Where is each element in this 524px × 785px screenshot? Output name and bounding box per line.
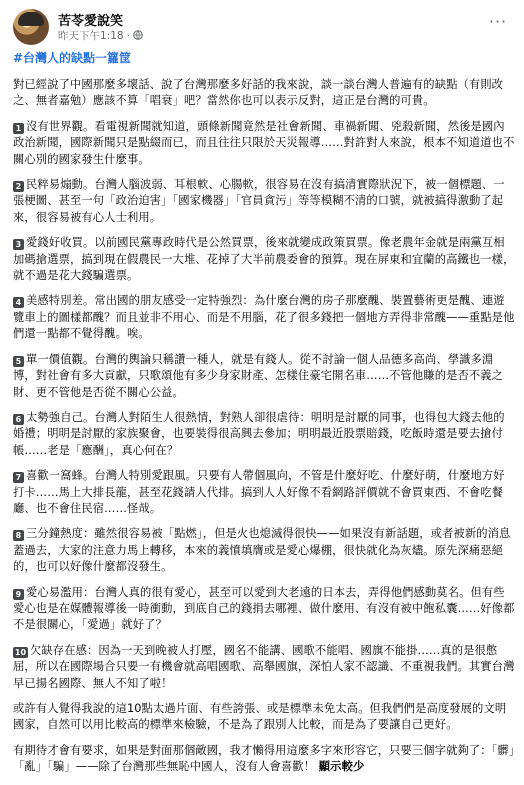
- numbered-point: [13, 468, 515, 517]
- post-outro-2: [13, 743, 515, 776]
- numbered-point: [13, 526, 515, 575]
- numbered-point: [13, 177, 515, 226]
- point-text: 太勢強自己。台灣人對陌生人很熱情，對熟人卻很虐待：明明是討厭的同事，也得包大錢去他的婚禮；明明是討厭的家族聚會，也要裝得很高興去參加；明明最近股票賠錢，吃飯時還是要去搶付帳……老是「應酬」，真心何在？: [13, 410, 505, 457]
- post-intro: 對已經說了中國那麼多壞話、說了台灣那麼多好話的我來說，談一談台灣人普遍有的缺點（有則改之、無者嘉勉）應該不算「唱衰」吧？當然你也可以表示反對，這正是台灣的可貴。: [13, 78, 504, 108]
- number-badge-icon: 8: [13, 530, 24, 541]
- see-less-button[interactable]: 顯示較少: [318, 760, 365, 774]
- number-badge-icon: 9: [13, 589, 24, 600]
- numbered-point: [13, 643, 515, 692]
- number-badge-icon: 3: [13, 239, 24, 250]
- numbered-point: [13, 585, 515, 634]
- post-outro-1: 或許有人覺得我說的這10點太過片面、有些誇張、或是標準未免太高。但我們們是高度發展的文明國家，自然可以用比較高的標準來檢驗，不是為了跟別人比較，而是為了要讓自己更好。: [13, 702, 507, 732]
- point-text: 沒有世界觀。看電視新聞就知道，頭條新聞竟然是社會新聞、車禍新聞、兇殺新聞，然後是國內政治新聞，國際新聞只是點綴而已，而且往往只限於天災報導……對許對人來說，根本不知道道也不關心別的國家發生什麼事。: [13, 119, 515, 166]
- post-meta: 昨天下午1:18 ·: [58, 28, 143, 43]
- number-badge-icon: 6: [13, 414, 24, 425]
- number-badge-icon: 1: [13, 123, 24, 134]
- point-text: 美感特別差。常出國的朋友感受一定特強烈：為什麼台灣的房子那麼醜、裝置藝術更是醜、連遊覽車上的圖樣都醜？而且並非不用心、而是不用腦，花了很多錢把一個地方弄得非常醜——重點是他們還一點都不覺得醜。唉。: [13, 294, 515, 341]
- point-text: 三分鐘熱度：雖然很容易被「點燃」，但是火也熄滅得很快——如果沒有新話題，或者被新的消息蓋過去，大家的注意力馬上轉移，本來的義憤填膺或是愛心爆棚，很快就化為灰燼。原先深痛惡絕的，也可以好像什麼都沒發生。: [13, 527, 511, 574]
- number-badge-icon: 4: [13, 297, 24, 308]
- point-text: 欠缺存在感：因為一天到晚被人打壓，國名不能講、國歌不能唱、國旗不能掛……真的是很憋屈，所以在國際場合只要一有機會就高唱國歌、高舉國旗，深怕人家不認識、不重視我們。其實台灣早已揚名國際、無人不知了啦！: [13, 643, 515, 690]
- avatar[interactable]: [13, 9, 49, 45]
- point-text: 愛錢好收買。以前國民黨專政時代是公然買票，後來就變成政策買票。像老農年金就是兩黨互相加碼搶選票，搞到現在假農民一大堆、花掉了大半前農委會的預算。現在屏東和宜蘭的高鐵也一樣，就不過是花大錢騙選票。: [13, 236, 515, 283]
- post-items: [13, 119, 515, 692]
- numbered-point: [13, 119, 515, 168]
- author-name[interactable]: 苦苓愛說笑: [58, 14, 124, 29]
- post-timestamp[interactable]: 昨天下午1:18: [58, 30, 124, 42]
- hashtag-link[interactable]: #台灣人的缺點一籮筐: [13, 51, 132, 65]
- point-text: 民粹易煽動。台灣人腦波弱、耳根軟、心腸軟，很容易在沒有搞清實際狀況下，被一個標題、一張梗圖、甚至一句「政治迫害」「國家機器」「官員貪污」等等模糊不清的口號，就被搞得激動了起來，很容易被有心人士利用。: [13, 178, 505, 224]
- post-outro-2-text: 有期待才會有要求，如果是對面那個敵國，我才懶得用這麼多字來形容它，只要三個字就夠了：「髒」「亂」「騙」——除了台灣那些無恥中國人，沒有人會喜歡！: [13, 743, 515, 774]
- point-text: 單一價值觀。台灣的輿論只稱讚一種人，就是有錢人。從不討論一個人品德多高尚、學識多淵博，對社會有多大貢獻，只歌頌他有多少身家財產、怎樣住豪宅開名車……不管他賺的是否不義之財、更不管他是否從不關心公益。: [13, 352, 504, 399]
- post-header: [13, 9, 513, 45]
- numbered-point: [13, 352, 515, 401]
- numbered-point: [13, 235, 515, 284]
- point-text: 喜歡一窩蜂。台灣人特別愛跟風。只要有人帶個風向，不管是什麼好吃、什麼好萌，什麼地方好打卡……馬上大排長龍，甚至花錢請人代排。搞到人人好像不看網路評價就不會買東西、不會吃餐廳、也不會住民宿……怪哉。: [13, 469, 505, 515]
- number-badge-icon: 5: [13, 356, 24, 367]
- number-badge-icon: 7: [13, 472, 24, 483]
- number-badge-icon: 2: [13, 181, 24, 192]
- post-body: [13, 50, 515, 785]
- numbered-point: [13, 293, 515, 342]
- numbered-point: [13, 410, 515, 459]
- point-text: 愛心易濫用：台灣人真的很有愛心，甚至可以愛到大老遠的日本去，弄得他們感動莫名。但有些愛心也是在媒體報導後一時衝動，到底自己的錢捐去哪裡、做什麼用、有沒有被中飽私囊……好像都不是很關心，「愛過」就好了？: [13, 585, 515, 632]
- number-badge-icon: 10: [14, 647, 27, 657]
- more-options-icon[interactable]: ···: [488, 12, 508, 31]
- globe-icon: [133, 30, 143, 43]
